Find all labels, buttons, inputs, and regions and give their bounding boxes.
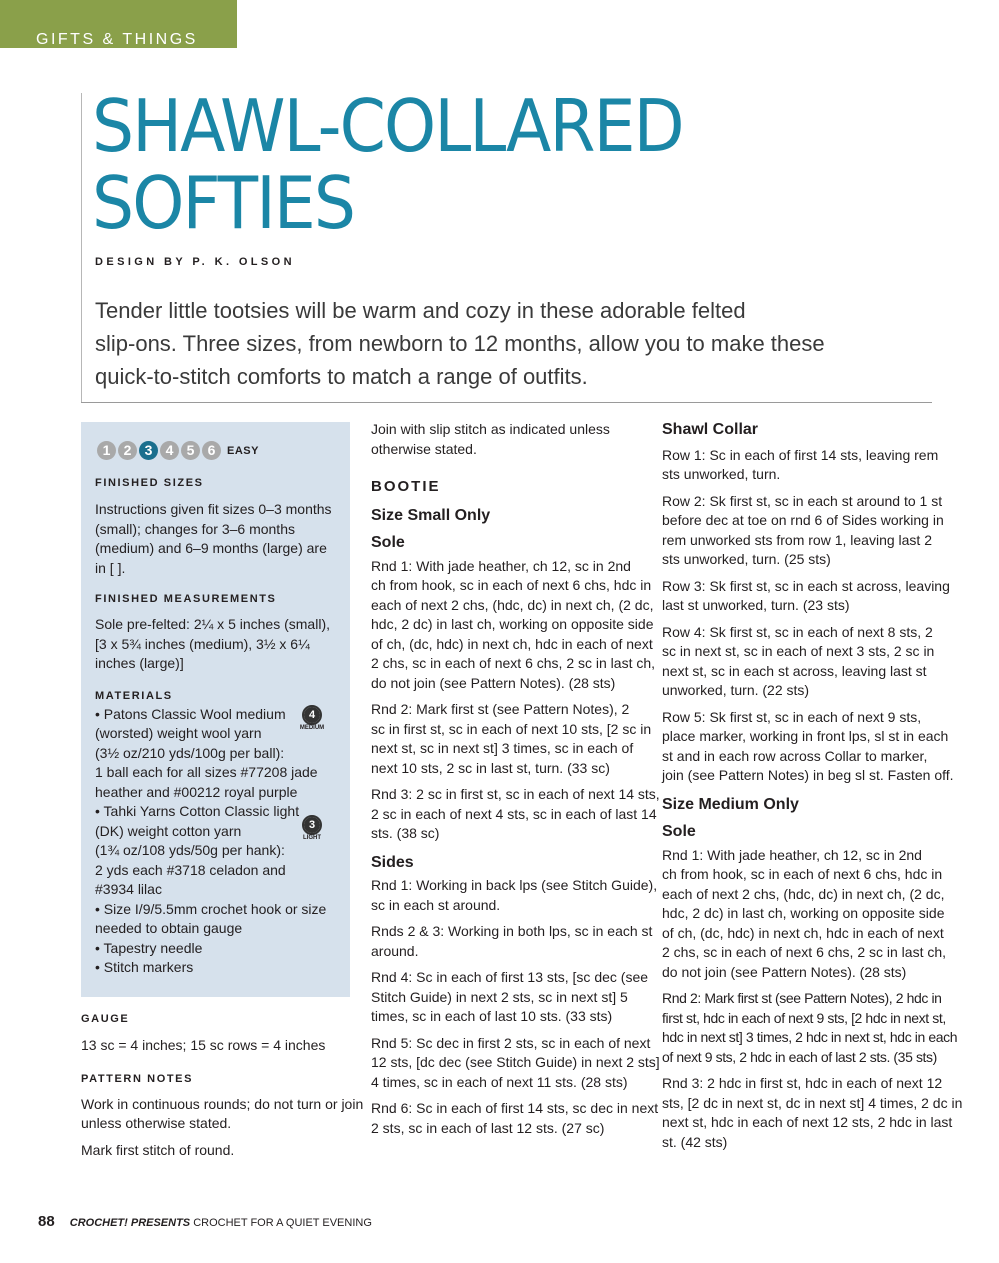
text-line: next st, sc in each st across, leaving last st	[662, 662, 927, 679]
text-line: 4 times, sc in each of next 11 sts. (28 sts)	[371, 1073, 628, 1090]
text-line: next st, hdc in each of next 12 sts, 2 hdc in last	[662, 1114, 953, 1130]
page-footer	[38, 1213, 372, 1230]
text-line: Row 2: Sk first st, sc in each st around to 1 st	[662, 492, 943, 509]
text-line: [3 x 5¾ inches (medium), 3½ x 6¼	[95, 635, 310, 652]
list-item: • Tahki Yarns Cotton Classic light	[95, 803, 300, 819]
text-line: Sole pre-felted: 2¼ x 5 inches (small),	[95, 616, 330, 632]
text-line: Rnds 2 & 3: Working in both lps, sc in each st	[371, 923, 653, 939]
text-line: ch from hook, sc in each of next 6 chs, hdc in	[371, 577, 652, 593]
gauge-notes-column	[81, 1012, 364, 1160]
intro-line: quick-to-stitch comforts to match a range of outfits.	[95, 364, 588, 389]
row-3	[662, 577, 952, 616]
text-line: rem unworked sts from row 1, leaving last 2	[662, 531, 932, 548]
text-line: of next 9 sts, 2 hdc in each of last 2 sts. (35 sts)	[662, 1048, 937, 1065]
text-line: sc in next st, sc in each of next 3 sts, 2 sc in	[662, 643, 935, 659]
book-title: CROCHET FOR A QUIET EVENING	[193, 1217, 372, 1229]
text-line: times, sc in each of last 10 sts. (33 sts)	[371, 1008, 613, 1024]
text-line: Row 1: Sc in each of first 14 sts, leaving rem	[662, 446, 939, 463]
rnd-2	[371, 700, 651, 778]
sides-rnd-4	[371, 968, 651, 1027]
list-item: (DK) weight cotton yarn	[95, 822, 242, 839]
skill-label: EASY	[227, 444, 259, 457]
gauge-text: 13 sc = 4 inches; 15 sc rows = 4 inches	[81, 1037, 326, 1053]
sides-rnd-6	[371, 1099, 659, 1138]
list-item: (worsted) weight wool yarn	[95, 725, 262, 741]
text-line: ch from hook, sc in each of next 6 chs, hdc in	[662, 866, 943, 882]
intro-paragraph	[95, 294, 975, 393]
text-line: sts unworked, turn.	[662, 466, 781, 482]
text-line: hdc, 2 dc) in last ch, working on opposite side	[371, 616, 654, 632]
list-item: • Tapestry needle	[95, 939, 203, 956]
yarn-weight-number: 4	[304, 707, 320, 723]
list-item: needed to obtain gauge	[95, 920, 243, 936]
skill-dot: 1	[97, 441, 116, 460]
yarn-weight-label: LIGHT	[303, 835, 321, 841]
text-line: inches (large)]	[95, 655, 184, 671]
yarn-weight-icon	[298, 815, 326, 845]
section-tab-label: GIFTS & THINGS	[36, 31, 198, 48]
text-line: Rnd 1: With jade heather, ch 12, sc in 2nd	[371, 557, 631, 574]
text-line: each of next 2 chs, (hdc, dc) in next ch, (2 dc,	[371, 596, 654, 613]
text-line: Rnd 6: Sc in each of first 14 sts, sc dec in next	[371, 1100, 659, 1116]
intro-line: Tender little tootsies will be warm and cozy in these adorable felted	[95, 298, 746, 323]
skill-dot: 2	[118, 441, 137, 460]
text-line: 2 sc in each of next 4 sts, sc in each of last 14	[371, 805, 657, 822]
text-line: 2 chs, sc in each of next 6 chs, 2 sc in last ch,	[662, 944, 947, 960]
text-line: in [ ].	[95, 559, 126, 576]
text-line: of ch, (dc, hdc) in next ch, hdc in each of next	[662, 924, 944, 941]
row-1	[662, 446, 952, 485]
column-two	[371, 420, 660, 1138]
byline: DESIGN BY P. K. OLSON	[95, 256, 295, 268]
yarn-weight-number: 3	[304, 817, 320, 833]
title-line: SHAWL-COLLARED	[92, 84, 683, 168]
yarn-weight-icon	[298, 705, 326, 735]
list-item: heather and #00212 royal purple	[95, 783, 298, 800]
text-line: hdc in next st] 3 times, 2 hdc in next st, hdc in each	[662, 1029, 958, 1045]
text-line: 2 sts, sc in each of last 12 sts. (27 sc)	[371, 1119, 605, 1136]
size-small-heading: Size Small Only	[371, 506, 491, 524]
text-line: unless otherwise stated.	[81, 1115, 232, 1131]
text-line: (medium) and 6–9 months (large) are	[95, 540, 327, 556]
text-line: next st, sc in next st] 3 times, sc in each of	[371, 740, 634, 756]
skill-dot-active: 3	[139, 441, 158, 460]
skill-level	[97, 441, 259, 460]
list-item: • Patons Classic Wool medium	[95, 705, 286, 722]
row-4	[662, 623, 952, 701]
text-line: st and in each row across Collar to marker,	[662, 747, 928, 764]
text-line: around.	[371, 942, 419, 959]
text-line: 12 sts, [dc dec (see Stitch Guide) in next 2 sts]	[371, 1054, 660, 1070]
text-line: Rnd 2: Mark first st (see Pattern Notes), 2 hdc in	[662, 990, 942, 1006]
measurements-text	[95, 615, 345, 674]
skill-dot: 4	[160, 441, 179, 460]
text-line: Rnd 3: 2 sc in first st, sc in each of next 14 sts,	[371, 786, 660, 802]
text-line: Rnd 5: Sc dec in first 2 sts, sc in each of next	[371, 1034, 651, 1051]
magazine-name: CROCHET! PRESENTS	[69, 1217, 191, 1229]
text-line: Rnd 3: 2 hdc in first st, hdc in each of next 12	[662, 1075, 943, 1091]
skill-dot: 6	[202, 441, 221, 460]
intro-line: slip-ons. Three sizes, from newborn to 12 months, allow you to make these	[95, 331, 825, 356]
list-item: 2 yds each #3718 celadon and	[95, 861, 286, 878]
text-line: sts, [2 dc in next st, dc in next st] 4 times, 2 dc in	[662, 1094, 963, 1111]
text-line: sc in first st, sc in each of next 10 sts, [2 sc in	[371, 720, 652, 737]
rnd-3	[371, 785, 660, 844]
list-item: (1¾ oz/108 yds/50g per hank):	[95, 842, 285, 858]
sides-heading: Sides	[371, 853, 414, 871]
title-line: SOFTIES	[92, 161, 355, 245]
list-item: • Stitch markers	[95, 959, 194, 975]
row-2	[662, 492, 952, 570]
text-line: Work in continuous rounds; do not turn or join	[81, 1095, 364, 1112]
text-line: 2 chs, sc in each of next 6 chs, 2 sc in last ch,	[371, 655, 656, 671]
bootie-heading: BOOTIE	[371, 478, 441, 495]
pattern-notes-heading: PATTERN NOTES	[81, 1072, 194, 1085]
text-line: sts. (38 sc)	[371, 825, 440, 841]
gauge-heading: GAUGE	[81, 1013, 130, 1025]
shawl-collar-heading: Shawl Collar	[662, 421, 759, 438]
medium-rnd-2	[662, 989, 958, 1067]
text-line: of ch, (dc, hdc) in next ch, hdc in each of next	[371, 635, 653, 652]
sides-rnd-2-3	[371, 922, 651, 961]
medium-rnd-3	[662, 1074, 963, 1152]
text-line: Instructions given fit sizes 0–3 months	[95, 501, 332, 517]
size-medium-heading: Size Medium Only	[662, 795, 799, 813]
text-line: (small); changes for 3–6 months	[95, 520, 295, 537]
list-item: #3934 lilac	[95, 881, 162, 897]
text-line: next 10 sts, 2 sc in last st, turn. (33 sc)	[371, 759, 610, 776]
text-line: Join with slip stitch as indicated unless	[371, 421, 610, 437]
text-line: sts unworked, turn. (25 sts)	[662, 551, 831, 567]
text-line: place marker, working in front lps, sl st in each	[662, 728, 949, 744]
sides-rnd-5	[371, 1034, 660, 1093]
text-line: Row 4: Sk first st, sc in each of next 8 sts, 2	[662, 623, 933, 640]
text-line: unworked, turn. (22 sts)	[662, 682, 810, 698]
column-three	[662, 420, 963, 1152]
yarn-weight-label: MEDIUM	[299, 725, 325, 731]
text-line: Row 5: Sk first st, sc in each of next 9 sts,	[662, 708, 922, 725]
text-line: do not join (see Pattern Notes). (28 sts)	[662, 963, 907, 980]
row-5	[662, 708, 952, 786]
text-line: Stitch Guide) in next 2 sts, sc in next st] 5	[371, 988, 628, 1005]
text-line: first st, hdc in each of next 9 sts, [2 hdc in next st,	[662, 1009, 946, 1026]
text-line: Mark first stitch of round.	[81, 1141, 235, 1158]
finished-sizes-heading: FINISHED SIZES	[95, 477, 204, 489]
text-line: Row 3: Sk first st, sc in each st across, leaving	[662, 577, 950, 594]
rnd-1	[371, 557, 656, 694]
title-rule-vertical	[81, 93, 82, 403]
text-line: hdc, 2 dc) in last ch, working on opposite side	[662, 905, 945, 921]
sole-heading: Sole	[371, 534, 405, 551]
text-line: last st unworked, turn. (23 sts)	[662, 597, 850, 613]
text-line: st. (42 sts)	[662, 1133, 728, 1150]
sole-heading: Sole	[662, 823, 696, 840]
list-item: (3½ oz/210 yds/100g per ball):	[95, 744, 285, 761]
text-line: join (see Pattern Notes) in beg sl st. Fasten off.	[662, 767, 954, 783]
section-tab	[0, 0, 237, 48]
text-line: do not join (see Pattern Notes). (28 sts)	[371, 674, 616, 691]
text-line: each of next 2 chs, (hdc, dc) in next ch, (2 dc,	[662, 885, 945, 902]
skill-dot: 5	[181, 441, 200, 460]
measurements-heading: FINISHED MEASUREMENTS	[95, 593, 277, 605]
list-item: 1 ball each for all sizes #77208 jade	[95, 764, 318, 780]
materials-heading: MATERIALS	[95, 689, 173, 702]
text-line: before dec at toe on rnd 6 of Sides working in	[662, 512, 944, 528]
text-line: Rnd 4: Sc in each of first 13 sts, [sc dec (see	[371, 969, 649, 985]
page-number: 88	[38, 1213, 55, 1230]
text-line: Rnd 1: With jade heather, ch 12, sc in 2nd	[662, 846, 922, 863]
list-item: • Size I/9/5.5mm crochet hook or size	[95, 900, 327, 917]
text-line: Rnd 1: Working in back lps (see Stitch Guide),	[371, 877, 658, 893]
sides-rnd-1	[371, 876, 658, 915]
medium-rnd-1	[662, 846, 952, 983]
text-line: sc in each st around.	[371, 896, 501, 913]
page-title	[92, 84, 683, 245]
title-rule-horizontal	[81, 402, 932, 403]
text-line: otherwise stated.	[371, 440, 477, 457]
finished-sizes-text	[95, 500, 345, 578]
text-line: Rnd 2: Mark first st (see Pattern Notes), 2	[371, 701, 630, 717]
